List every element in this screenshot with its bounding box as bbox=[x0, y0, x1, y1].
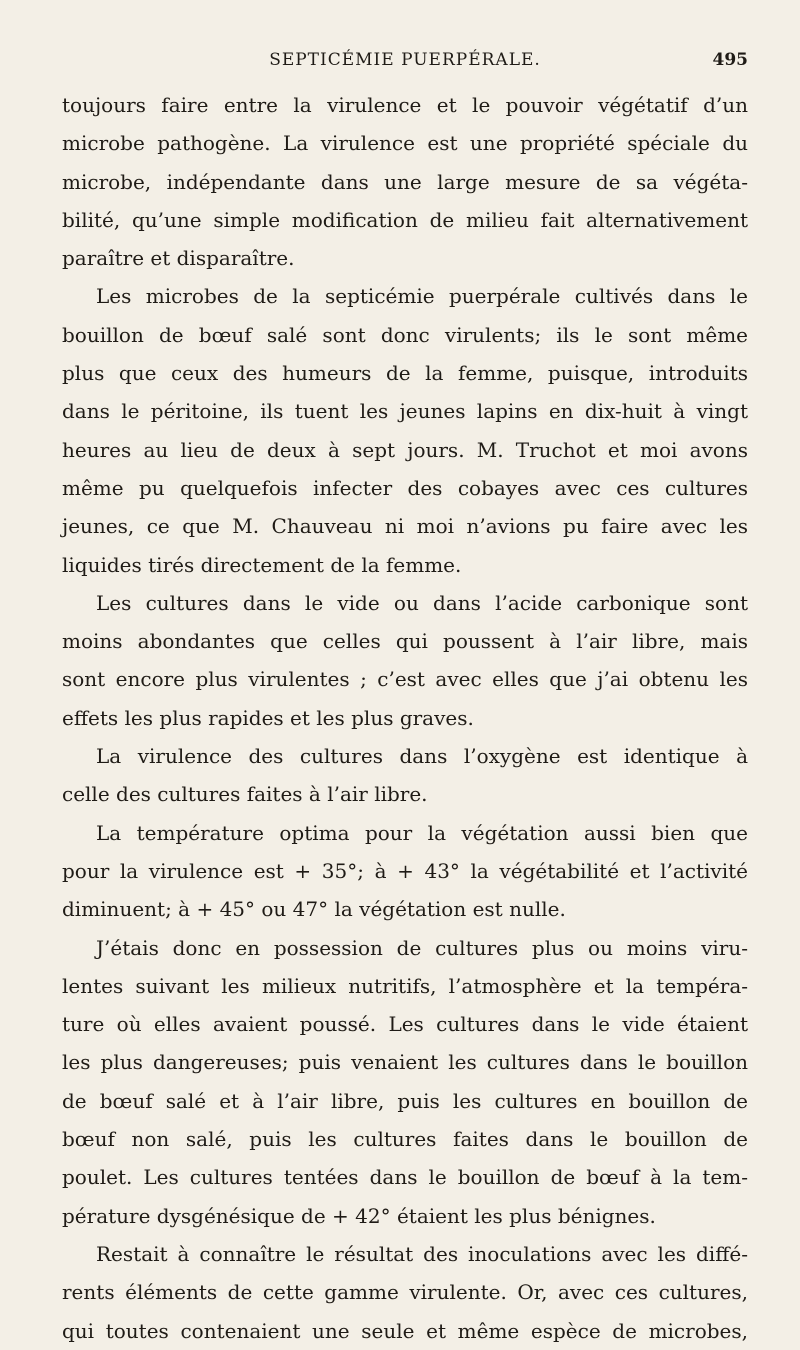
text-line: Les cultures dans le vide ou dans l’acide carbonique sont bbox=[96, 590, 748, 615]
text-line: de bœuf salé et à l’air libre, puis les cultures en bouillon de bbox=[62, 1088, 748, 1113]
text-line: celle des cultures faites à l’air libre. bbox=[62, 782, 428, 807]
text-line: les plus dangereuses; puis venaient les cultures dans le bouillon bbox=[62, 1050, 748, 1075]
text-line: La virulence des cultures dans l’oxygène est identique à bbox=[96, 744, 748, 769]
text-line: dans le péritoine, ils tuent les jeunes lapins en dix-huit à vingt bbox=[62, 399, 748, 424]
text-line: microbe pathogène. La virulence est une propriété spéciale du bbox=[62, 131, 748, 156]
text-line: toujours faire entre la virulence et le pouvoir végétatif d’un bbox=[62, 93, 748, 117]
text-line: même pu quelquefois infecter des cobayes avec ces cultures bbox=[62, 475, 748, 500]
text-line: plus que ceux des humeurs de la femme, puisque, introduits bbox=[62, 361, 748, 386]
text-line: lentes suivant les milieux nutritifs, l’atmosphère et la tempéra- bbox=[62, 973, 748, 998]
text-line: ture où elles avaient poussé. Les cultures dans le vide étaient bbox=[62, 1012, 748, 1037]
body-text bbox=[62, 86, 748, 1350]
text-line: La température optima pour la végétation aussi bien que bbox=[96, 820, 748, 845]
text-line: pour la virulence est + 35°; à + 43° la végétabilité et l’activité bbox=[62, 858, 748, 883]
running-title: SEPTICÉMIE PUERPÉRALE. bbox=[269, 50, 541, 70]
text-line: J’étais donc en possession de cultures plus ou moins viru- bbox=[96, 935, 748, 960]
text-line: rents éléments de cette gamme virulente. Or, avec ces cultures, bbox=[62, 1280, 748, 1305]
text-line: liquides tirés directement de la femme. bbox=[62, 552, 462, 577]
text-line: bouillon de bœuf salé sont donc virulents; ils le sont même bbox=[62, 322, 748, 347]
page-number: 495 bbox=[712, 50, 748, 70]
running-header bbox=[62, 50, 748, 80]
text-line: microbe, indépendante dans une large mesure de sa végéta- bbox=[62, 169, 748, 194]
text-line: bœuf non salé, puis les cultures faites dans le bouillon de bbox=[62, 1127, 748, 1152]
text-line: paraître et disparaître. bbox=[62, 246, 295, 271]
text-line: diminuent; à + 45° ou 47° la végétation est nulle. bbox=[62, 897, 566, 922]
text-line: Les microbes de la septicémie puerpérale cultivés dans le bbox=[96, 284, 748, 309]
text-line: heures au lieu de deux à sept jours. M. Truchot et moi avons bbox=[62, 437, 748, 462]
text-line: pérature dysgénésique de + 42° étaient les plus bénignes. bbox=[62, 1203, 656, 1228]
text-line: jeunes, ce que M. Chauveau ni moi n’avions pu faire avec les bbox=[62, 514, 748, 539]
text-line: bilité, qu’une simple modification de milieu fait alternativement bbox=[62, 207, 748, 232]
text-line: Restait à connaître le résultat des inoculations avec les diffé- bbox=[96, 1241, 748, 1266]
text-line: poulet. Les cultures tentées dans le bouillon de bœuf à la tem- bbox=[62, 1165, 748, 1190]
text-line: qui toutes contenaient une seule et même espèce de microbes, bbox=[62, 1318, 748, 1343]
text-line: effets les plus rapides et les plus graves. bbox=[62, 705, 474, 730]
text-line: sont encore plus virulentes ; c’est avec elles que j’ai obtenu les bbox=[62, 667, 748, 692]
text-line: moins abondantes que celles qui poussent à l’air libre, mais bbox=[62, 629, 748, 654]
